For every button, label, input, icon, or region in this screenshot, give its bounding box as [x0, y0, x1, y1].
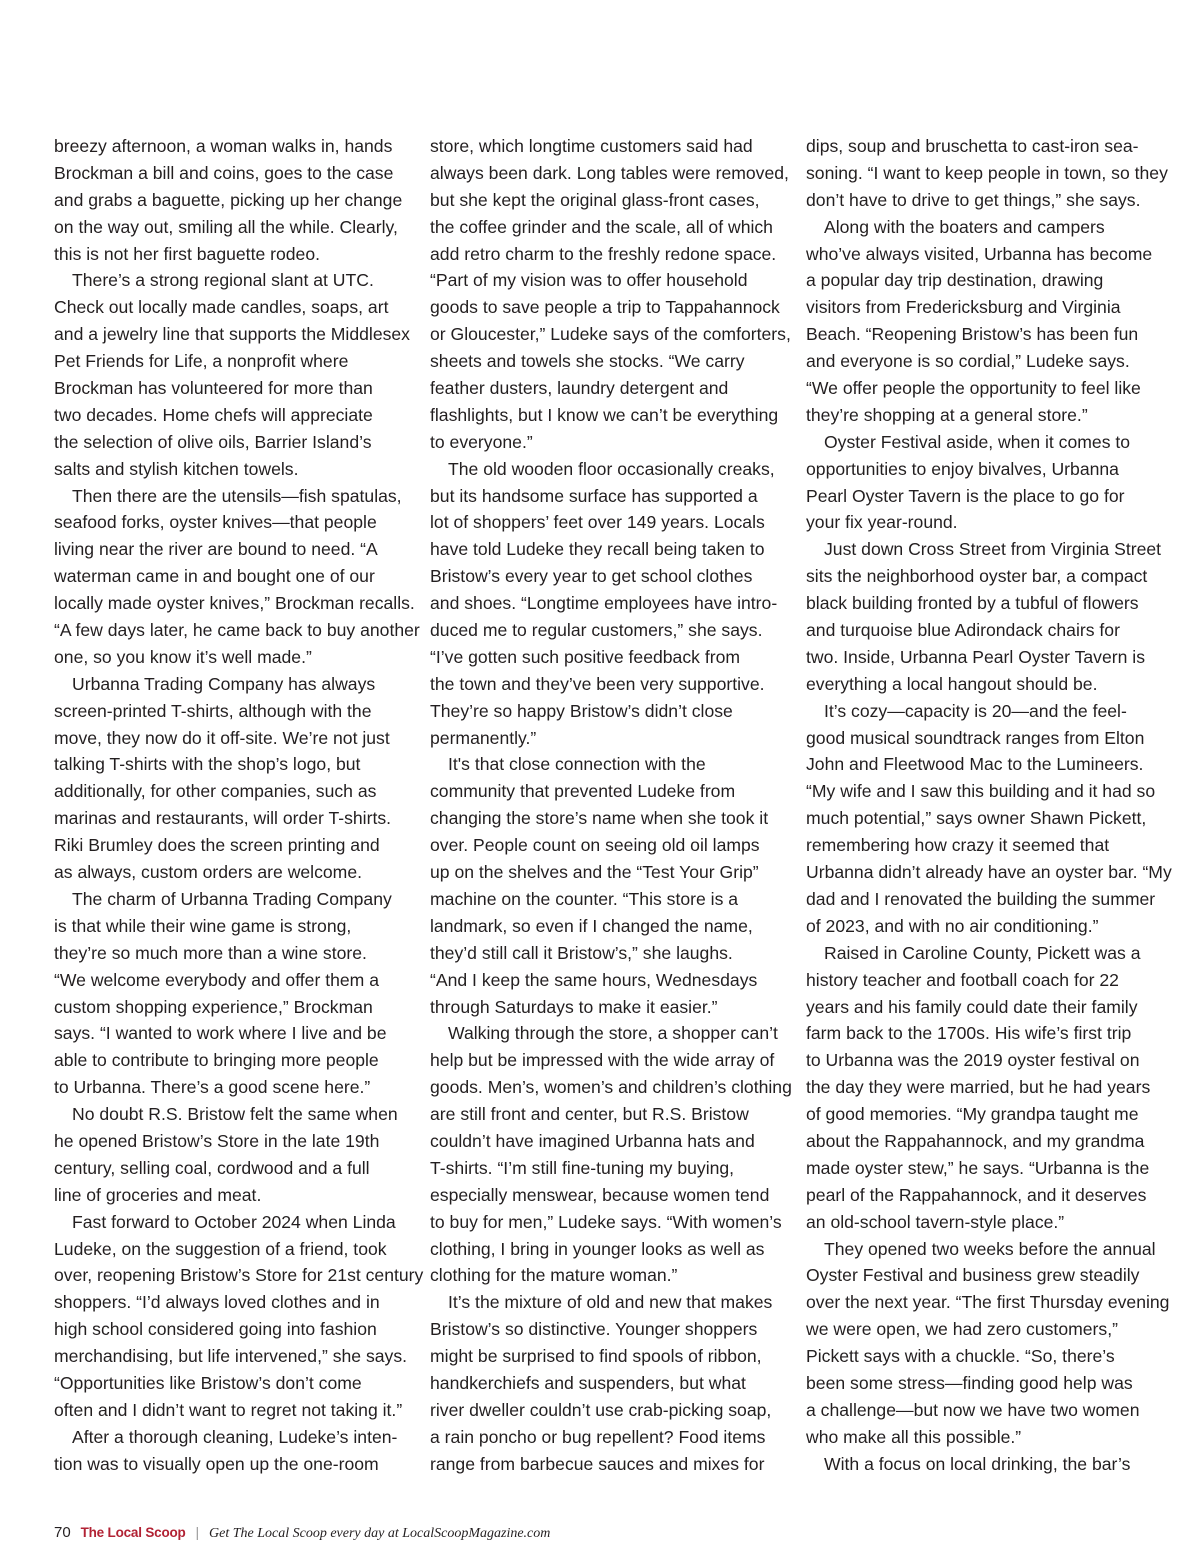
text-line: couldn’t have imagined Urbanna hats and [430, 1130, 755, 1151]
text-line: often and I didn’t want to regret not taking it.” [54, 1399, 403, 1420]
text-line: goods. Men’s, women’s and children’s clothing [430, 1077, 792, 1098]
text-line: is that while their wine game is strong, [54, 915, 352, 936]
text-line: a challenge—but now we have two women [806, 1399, 1140, 1420]
text-line: or Gloucester,” Ludeke says of the comforters, [430, 324, 791, 345]
text-line: clothing for the mature woman.” [430, 1265, 678, 1286]
text-line: Pickett says with a chuckle. “So, there’s [806, 1346, 1115, 1367]
text-line: T-shirts. “I’m still fine-tuning my buying, [430, 1157, 735, 1178]
text-line: “We offer people the opportunity to feel like [806, 378, 1141, 399]
text-line: Raised in Caroline County, Pickett was a [824, 942, 1141, 963]
text-line: a rain poncho or bug repellent? Food items [430, 1426, 766, 1447]
text-line: this is not her first baguette rodeo. [54, 243, 321, 264]
text-line: goods to save people a trip to Tappahannock [430, 297, 780, 318]
text-line: to Urbanna was the 2019 oyster festival on [806, 1050, 1140, 1071]
text-line: two decades. Home chefs will appreciate [54, 404, 373, 425]
text-line: dad and I renovated the building the summer [806, 888, 1156, 909]
text-line: Then there are the utensils—fish spatulas, [72, 485, 402, 506]
text-line: two. Inside, Urbanna Pearl Oyster Tavern is [806, 646, 1145, 667]
text-line: to everyone.” [430, 431, 533, 452]
text-line: “Opportunities like Bristow’s don’t come [54, 1372, 362, 1393]
text-line: soning. “I want to keep people in town, so they [806, 162, 1168, 183]
text-line: Brockman a bill and coins, goes to the case [54, 162, 394, 183]
text-line: screen-printed T-shirts, although with the [54, 700, 372, 721]
text-line: Pet Friends for Life, a nonprofit where [54, 351, 349, 372]
text-line: who’ve always visited, Urbanna has become [806, 243, 1153, 264]
text-line: years and his family could date their family [806, 996, 1138, 1017]
text-line: help but be impressed with the wide array of [430, 1050, 775, 1071]
text-line: lot of shoppers’ feet over 149 years. Locals [430, 512, 765, 533]
text-line: duced me to regular customers,” she says. [430, 620, 763, 641]
text-line: through Saturdays to make it easier.” [430, 996, 718, 1017]
text-line: waterman came in and bought one of our [54, 566, 375, 587]
text-line: marinas and restaurants, will order T-shirts. [54, 808, 392, 829]
text-line: shoppers. “I’d always loved clothes and in [54, 1292, 380, 1313]
text-line: clothing, I bring in younger looks as well as [430, 1238, 765, 1259]
text-line: “A few days later, he came back to buy another [54, 620, 420, 641]
text-line: talking T-shirts with the shop’s logo, but [54, 754, 361, 775]
text-line: line of groceries and meat. [54, 1184, 262, 1205]
text-line: add retro charm to the freshly redone space. [430, 243, 777, 264]
text-line: farm back to the 1700s. His wife’s first trip [806, 1023, 1132, 1044]
text-line: the selection of olive oils, Barrier Island’s [54, 431, 372, 452]
text-line: feather dusters, laundry detergent and [430, 378, 729, 399]
text-line: changing the store’s name when she took it [430, 808, 769, 829]
text-line: It’s cozy—capacity is 20—and the feel- [824, 700, 1127, 721]
text-line: community that prevented Ludeke from [430, 781, 736, 802]
text-line: breezy afternoon, a woman walks in, hands [54, 136, 393, 156]
text-line: and grabs a baguette, picking up her change [54, 189, 403, 210]
text-line: high school considered going into fashion [54, 1319, 377, 1340]
text-line: but she kept the original glass-front cases, [430, 189, 760, 210]
text-line: are still front and center, but R.S. Bristow [430, 1104, 749, 1125]
text-line: as always, custom orders are welcome. [54, 862, 363, 883]
text-line: been some stress—finding good help was [806, 1372, 1133, 1393]
text-line: but its handsome surface has supported a [430, 485, 758, 506]
text-line: machine on the counter. “This store is a [430, 888, 739, 909]
text-line: have told Ludeke they recall being taken to [430, 539, 765, 560]
text-line: history teacher and football coach for 22 [806, 969, 1119, 990]
text-line: range from barbecue sauces and mixes for [430, 1453, 765, 1474]
text-line: With a focus on local drinking, the bar’s [824, 1453, 1131, 1474]
text-line: Bristow’s every year to get school clothes [430, 566, 753, 587]
text-line: salts and stylish kitchen towels. [54, 458, 299, 479]
text-line: especially menswear, because women tend [430, 1184, 770, 1205]
text-line: always been dark. Long tables were removed, [430, 162, 789, 183]
text-line: of good memories. “My grandpa taught me [806, 1104, 1139, 1125]
text-line: Pearl Oyster Tavern is the place to go for [806, 485, 1125, 506]
text-line: tion was to visually open up the one-room [54, 1453, 379, 1474]
text-line: dips, soup and bruschetta to cast-iron sea- [806, 136, 1139, 156]
text-line: over, reopening Bristow’s Store for 21st century [54, 1265, 424, 1286]
text-line: living near the river are bound to need. “A [54, 539, 378, 560]
text-line: They opened two weeks before the annual [824, 1238, 1156, 1259]
text-line: Fast forward to October 2024 when Linda [72, 1211, 396, 1232]
text-line: an old-school tavern-style place.” [806, 1211, 1065, 1232]
text-line: who make all this possible.” [806, 1426, 1022, 1447]
text-line: Bristow’s so distinctive. Younger shoppers [430, 1319, 758, 1340]
text-line: The old wooden floor occasionally creaks, [448, 458, 775, 479]
text-line: they’d still call it Bristow’s,” she laughs. [430, 942, 733, 963]
text-line: made oyster stew,” he says. “Urbanna is the [806, 1157, 1150, 1178]
article-column-2 [430, 133, 792, 1478]
text-line: much potential,” says owner Shawn Pickett, [806, 808, 1147, 829]
text-line: your fix year-round. [806, 512, 958, 533]
text-line: landmark, so even if I changed the name, [430, 915, 753, 936]
text-line: pearl of the Rappahannock, and it deserves [806, 1184, 1147, 1205]
text-line: permanently.” [430, 727, 537, 748]
text-line: about the Rappahannock, and my grandma [806, 1130, 1145, 1151]
text-line: Riki Brumley does the screen printing and [54, 835, 380, 856]
text-line: Ludeke, on the suggestion of a friend, took [54, 1238, 387, 1259]
text-line: and turquoise blue Adirondack chairs for [806, 620, 1120, 641]
text-line: to Urbanna. There’s a good scene here.” [54, 1077, 371, 1098]
text-line: No doubt R.S. Bristow felt the same when [72, 1104, 398, 1125]
text-line: over. People count on seeing old oil lamps [430, 835, 760, 856]
text-line: It’s the mixture of old and new that makes [448, 1292, 773, 1313]
text-line: river dweller couldn’t use crab-picking soap, [430, 1399, 772, 1420]
text-line: handkerchiefs and suspenders, but what [430, 1372, 746, 1393]
text-line: opportunities to enjoy bivalves, Urbanna [806, 458, 1119, 479]
text-line: they’re so much more than a wine store. [54, 942, 367, 963]
article-column-1 [54, 133, 424, 1478]
text-line: black building fronted by a tubful of flowers [806, 593, 1139, 614]
text-line: The charm of Urbanna Trading Company [72, 888, 392, 909]
text-line: he opened Bristow’s Store in the late 19th [54, 1130, 380, 1151]
text-line: “I’ve gotten such positive feedback from [430, 646, 741, 667]
text-line: remembering how crazy it seemed that [806, 835, 1110, 856]
text-line: and shoes. “Longtime employees have intro- [430, 593, 778, 614]
text-line: Walking through the store, a shopper can’t [448, 1023, 778, 1044]
text-line: “My wife and I saw this building and it had so [806, 781, 1156, 802]
text-line: They’re so happy Bristow’s didn’t close [430, 700, 733, 721]
text-line: Urbanna didn’t already have an oyster bar. “My [806, 862, 1172, 883]
text-line: Oyster Festival and business grew steadily [806, 1265, 1140, 1286]
text-line: the day they were married, but he had years [806, 1077, 1151, 1098]
text-line: sits the neighborhood oyster bar, a compact [806, 566, 1148, 587]
text-line: and a jewelry line that supports the Middlesex [54, 324, 410, 345]
text-line: we were open, we had zero customers,” [806, 1319, 1118, 1340]
text-line: of 2023, and with no air conditioning.” [806, 915, 1099, 936]
text-line: Along with the boaters and campers [824, 216, 1105, 237]
text-line: on the way out, smiling all the while. Clearly, [54, 216, 398, 237]
text-line: “And I keep the same hours, Wednesdays [430, 969, 758, 990]
footer-separator: | [195, 1524, 200, 1540]
text-line: to buy for men,” Ludeke says. “With women’s [430, 1211, 782, 1232]
text-line: store, which longtime customers said had [430, 136, 753, 156]
text-line: the town and they’ve been very supportive. [430, 673, 765, 694]
text-line: locally made oyster knives,” Brockman recalls. [54, 593, 415, 614]
text-line: one, so you know it’s well made.” [54, 646, 312, 667]
text-line: Oyster Festival aside, when it comes to [824, 431, 1131, 452]
text-line: a popular day trip destination, drawing [806, 270, 1104, 291]
text-line: merchandising, but life intervened,” she says. [54, 1346, 408, 1367]
publication-name: The Local Scoop [80, 1525, 186, 1540]
text-line: good musical soundtrack ranges from Elton [806, 727, 1145, 748]
text-line: able to contribute to bringing more people [54, 1050, 379, 1071]
text-line: After a thorough cleaning, Ludeke’s inten- [72, 1426, 398, 1447]
text-line: flashlights, but I know we can’t be everything [430, 404, 779, 425]
page-number: 70 [54, 1524, 71, 1541]
text-line: “Part of my vision was to offer household [430, 270, 748, 291]
text-line: and everyone is so cordial,” Ludeke says. [806, 351, 1130, 372]
text-line: up on the shelves and the “Test Your Grip” [430, 862, 759, 883]
text-line: visitors from Fredericksburg and Virginia [806, 297, 1121, 318]
text-line: John and Fleetwood Mac to the Lumineers. [806, 754, 1144, 775]
text-line: don’t have to drive to get things,” she says. [806, 189, 1141, 210]
text-line: they’re shopping at a general store.” [806, 404, 1088, 425]
article-column-3 [806, 133, 1172, 1478]
text-line: Urbanna Trading Company has always [72, 673, 376, 694]
footer-tagline: Get The Local Scoop every day at LocalScoopMagazine.com [209, 1526, 551, 1541]
text-line: Beach. “Reopening Bristow’s has been fun [806, 324, 1139, 345]
text-line: additionally, for other companies, such as [54, 781, 377, 802]
text-line: century, selling coal, cordwood and a full [54, 1157, 370, 1178]
text-line: move, they now do it off-site. We’re not just [54, 727, 390, 748]
text-line: says. “I wanted to work where I live and be [54, 1023, 387, 1044]
text-line: over the next year. “The first Thursday evening [806, 1292, 1170, 1313]
text-line: everything a local hangout should be. [806, 673, 1098, 694]
text-line: might be surprised to find spools of ribbon, [430, 1346, 762, 1367]
text-line: Just down Cross Street from Virginia Street [824, 539, 1162, 560]
page-footer [54, 1522, 550, 1542]
text-line: sheets and towels she stocks. “We carry [430, 351, 745, 372]
text-line: There’s a strong regional slant at UTC. [72, 270, 374, 291]
text-line: seafood forks, oyster knives—that people [54, 512, 377, 533]
text-line: It's that close connection with the [448, 754, 706, 775]
text-line: the coffee grinder and the scale, all of which [430, 216, 773, 237]
text-line: “We welcome everybody and offer them a [54, 969, 379, 990]
text-line: Check out locally made candles, soaps, art [54, 297, 389, 318]
text-line: Brockman has volunteered for more than [54, 378, 373, 399]
text-line: custom shopping experience,” Brockman [54, 996, 373, 1017]
